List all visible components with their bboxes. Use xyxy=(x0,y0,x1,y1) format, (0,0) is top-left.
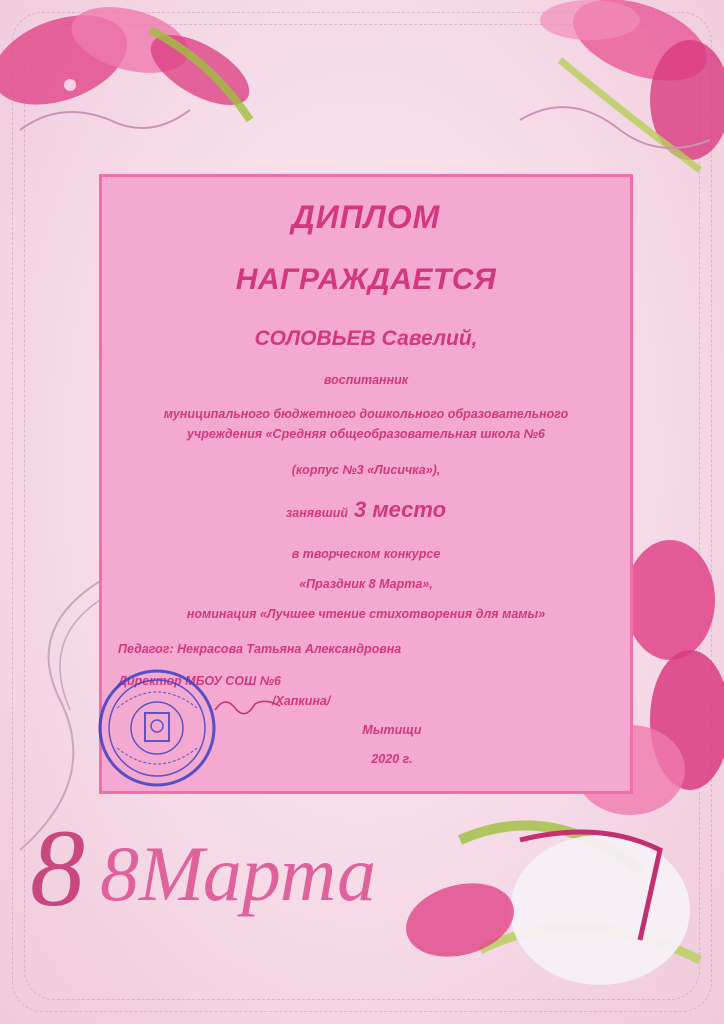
contest-line: в творческом конкурсе xyxy=(291,547,441,561)
recipient-name: СОЛОВЬЕВ Савелий, xyxy=(254,327,478,350)
place-prefix: занявший xyxy=(285,506,349,520)
teacher-line: Педагог: Некрасова Татьяна Александровна xyxy=(118,642,402,656)
city: Мытищи xyxy=(362,723,422,737)
recipient-role: воспитанник xyxy=(323,373,409,387)
svg-text:8: 8 xyxy=(30,807,85,929)
institution-line-2: учреждения «Средняя общеобразовательная школа №6 xyxy=(187,427,545,441)
march-8-script xyxy=(30,795,450,939)
place-value: 3 место xyxy=(354,497,447,522)
nomination-line: номинация «Лучшее чтение стихотворения для мамы» xyxy=(186,607,546,621)
place-line xyxy=(102,497,630,523)
director-name: /Хапкина/ xyxy=(272,694,331,708)
tulip-cluster-top-left xyxy=(0,0,260,170)
building-line: (корпус №3 «Лисичка»), xyxy=(291,463,441,477)
director-line: Директор МБОУ СОШ №6 xyxy=(118,674,281,688)
tulip-cluster-top-right xyxy=(500,0,724,190)
march-script-text: 8Марта xyxy=(100,830,377,917)
year: 2020 г. xyxy=(371,752,413,766)
awarded-heading: НАГРАЖДАЕТСЯ xyxy=(235,263,497,296)
diploma-title: ДИПЛОМ xyxy=(291,199,441,235)
contest-name: «Праздник 8 Марта», xyxy=(299,577,433,591)
signature xyxy=(210,690,290,720)
official-stamp xyxy=(97,668,217,792)
institution-line-1: муниципального бюджетного дошкольного образовательного xyxy=(163,407,569,421)
